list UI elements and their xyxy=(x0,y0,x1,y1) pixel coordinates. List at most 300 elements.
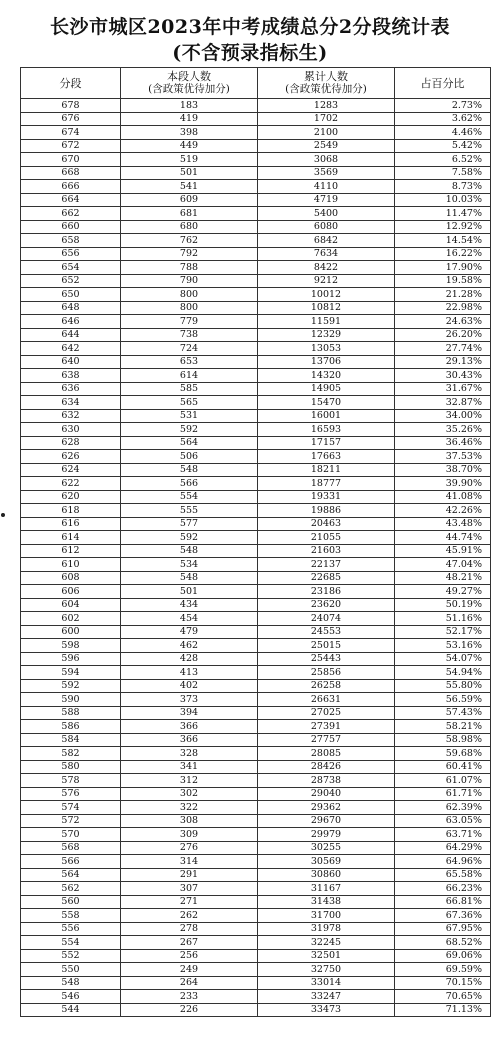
score-cell: 658 xyxy=(21,234,121,248)
count-cell: 264 xyxy=(121,976,258,990)
cumulative-cell: 28426 xyxy=(258,760,395,774)
table-row xyxy=(21,922,491,936)
score-cell: 616 xyxy=(21,517,121,531)
score-cell: 638 xyxy=(21,369,121,383)
table-row xyxy=(21,180,491,194)
table-row xyxy=(21,355,491,369)
score-cell: 604 xyxy=(21,598,121,612)
score-cell: 586 xyxy=(21,720,121,734)
cumulative-cell: 31700 xyxy=(258,909,395,923)
score-cell: 676 xyxy=(21,112,121,126)
count-cell: 724 xyxy=(121,342,258,356)
score-cell: 630 xyxy=(21,423,121,437)
percent-cell: 65.58% xyxy=(395,868,491,882)
cumulative-cell: 2549 xyxy=(258,139,395,153)
score-cell: 564 xyxy=(21,868,121,882)
cumulative-cell: 29670 xyxy=(258,814,395,828)
cumulative-cell: 19331 xyxy=(258,490,395,504)
count-cell: 394 xyxy=(121,706,258,720)
table-row xyxy=(21,517,491,531)
percent-cell: 66.81% xyxy=(395,895,491,909)
count-cell: 577 xyxy=(121,517,258,531)
cumulative-cell: 5400 xyxy=(258,207,395,221)
cumulative-cell: 8422 xyxy=(258,261,395,275)
cumulative-cell: 28738 xyxy=(258,774,395,788)
percent-cell: 47.04% xyxy=(395,558,491,572)
score-cell: 554 xyxy=(21,936,121,950)
cumulative-cell: 6842 xyxy=(258,234,395,248)
percent-cell: 14.54% xyxy=(395,234,491,248)
count-cell: 548 xyxy=(121,544,258,558)
score-cell: 644 xyxy=(21,328,121,342)
count-cell: 373 xyxy=(121,693,258,707)
count-cell: 779 xyxy=(121,315,258,329)
percent-cell: 54.07% xyxy=(395,652,491,666)
percent-cell: 2.73% xyxy=(395,99,491,113)
score-cell: 632 xyxy=(21,409,121,423)
table-row xyxy=(21,1003,491,1017)
percent-cell: 7.58% xyxy=(395,166,491,180)
score-cell: 670 xyxy=(21,153,121,167)
table-row xyxy=(21,288,491,302)
cumulative-cell: 3068 xyxy=(258,153,395,167)
header-percent xyxy=(395,68,491,99)
table-row xyxy=(21,153,491,167)
cumulative-cell: 14320 xyxy=(258,369,395,383)
table-row xyxy=(21,598,491,612)
table-header-row xyxy=(21,68,491,99)
percent-cell: 34.00% xyxy=(395,409,491,423)
cumulative-cell: 26258 xyxy=(258,679,395,693)
percent-cell: 58.21% xyxy=(395,720,491,734)
count-cell: 800 xyxy=(121,288,258,302)
score-cell: 674 xyxy=(21,126,121,140)
cumulative-cell: 32750 xyxy=(258,963,395,977)
cumulative-cell: 30255 xyxy=(258,841,395,855)
table-row xyxy=(21,679,491,693)
cumulative-cell: 14905 xyxy=(258,382,395,396)
table-row xyxy=(21,774,491,788)
percent-cell: 29.13% xyxy=(395,355,491,369)
score-cell: 548 xyxy=(21,976,121,990)
percent-cell: 37.53% xyxy=(395,450,491,464)
score-cell: 606 xyxy=(21,585,121,599)
cumulative-cell: 25015 xyxy=(258,639,395,653)
count-cell: 328 xyxy=(121,747,258,761)
percent-cell: 66.23% xyxy=(395,882,491,896)
table-row xyxy=(21,99,491,113)
percent-cell: 70.65% xyxy=(395,990,491,1004)
percent-cell: 61.71% xyxy=(395,787,491,801)
cumulative-cell: 27757 xyxy=(258,733,395,747)
count-cell: 790 xyxy=(121,274,258,288)
score-cell: 546 xyxy=(21,990,121,1004)
count-cell: 592 xyxy=(121,423,258,437)
cumulative-cell: 30569 xyxy=(258,855,395,869)
percent-cell: 70.15% xyxy=(395,976,491,990)
cumulative-cell: 11591 xyxy=(258,315,395,329)
percent-cell: 45.91% xyxy=(395,544,491,558)
table-row xyxy=(21,976,491,990)
cumulative-cell: 4719 xyxy=(258,193,395,207)
score-cell: 620 xyxy=(21,490,121,504)
cumulative-cell: 30860 xyxy=(258,868,395,882)
cumulative-cell: 33247 xyxy=(258,990,395,1004)
table-row xyxy=(21,342,491,356)
cumulative-cell: 17157 xyxy=(258,436,395,450)
count-cell: 534 xyxy=(121,558,258,572)
score-cell: 582 xyxy=(21,747,121,761)
table-row xyxy=(21,936,491,950)
header-cumulative-label: 累计人数 xyxy=(304,70,348,83)
score-cell: 560 xyxy=(21,895,121,909)
score-cell: 590 xyxy=(21,693,121,707)
count-cell: 565 xyxy=(121,396,258,410)
cumulative-cell: 1283 xyxy=(258,99,395,113)
score-cell: 584 xyxy=(21,733,121,747)
score-cell: 624 xyxy=(21,463,121,477)
score-cell: 602 xyxy=(21,612,121,626)
count-cell: 419 xyxy=(121,112,258,126)
score-cell: 598 xyxy=(21,639,121,653)
table-row xyxy=(21,733,491,747)
table-row xyxy=(21,207,491,221)
table-row xyxy=(21,828,491,842)
table-row xyxy=(21,693,491,707)
table-row xyxy=(21,639,491,653)
count-cell: 548 xyxy=(121,571,258,585)
count-cell: 366 xyxy=(121,720,258,734)
table-row xyxy=(21,450,491,464)
header-count-label: 本段人数 xyxy=(167,70,211,83)
count-cell: 271 xyxy=(121,895,258,909)
score-cell: 592 xyxy=(21,679,121,693)
count-cell: 800 xyxy=(121,301,258,315)
percent-cell: 63.71% xyxy=(395,828,491,842)
percent-cell: 42.26% xyxy=(395,504,491,518)
table-row xyxy=(21,274,491,288)
cumulative-cell: 22685 xyxy=(258,571,395,585)
count-cell: 249 xyxy=(121,963,258,977)
header-score-label: 分段 xyxy=(59,76,82,90)
table-row xyxy=(21,747,491,761)
count-cell: 792 xyxy=(121,247,258,261)
percent-cell: 38.70% xyxy=(395,463,491,477)
score-cell: 612 xyxy=(21,544,121,558)
percent-cell: 61.07% xyxy=(395,774,491,788)
score-cell: 666 xyxy=(21,180,121,194)
count-cell: 614 xyxy=(121,369,258,383)
score-cell: 628 xyxy=(21,436,121,450)
count-cell: 541 xyxy=(121,180,258,194)
score-table-body xyxy=(21,99,491,1017)
cumulative-cell: 28085 xyxy=(258,747,395,761)
score-cell: 580 xyxy=(21,760,121,774)
count-cell: 434 xyxy=(121,598,258,612)
score-cell: 646 xyxy=(21,315,121,329)
table-row xyxy=(21,801,491,815)
table-row xyxy=(21,558,491,572)
count-cell: 519 xyxy=(121,153,258,167)
count-cell: 554 xyxy=(121,490,258,504)
cumulative-cell: 10012 xyxy=(258,288,395,302)
header-percent-label: 占百分比 xyxy=(420,76,465,90)
score-cell: 622 xyxy=(21,477,121,491)
percent-cell: 41.08% xyxy=(395,490,491,504)
cumulative-cell: 22137 xyxy=(258,558,395,572)
count-cell: 413 xyxy=(121,666,258,680)
percent-cell: 58.98% xyxy=(395,733,491,747)
cumulative-cell: 31438 xyxy=(258,895,395,909)
cumulative-cell: 6080 xyxy=(258,220,395,234)
table-row xyxy=(21,382,491,396)
table-row xyxy=(21,990,491,1004)
count-cell: 402 xyxy=(121,679,258,693)
table-row xyxy=(21,963,491,977)
count-cell: 276 xyxy=(121,841,258,855)
count-cell: 267 xyxy=(121,936,258,950)
percent-cell: 3.62% xyxy=(395,112,491,126)
percent-cell: 10.03% xyxy=(395,193,491,207)
score-cell: 610 xyxy=(21,558,121,572)
score-cell: 654 xyxy=(21,261,121,275)
percent-cell: 51.16% xyxy=(395,612,491,626)
cumulative-cell: 27391 xyxy=(258,720,395,734)
cumulative-cell: 24074 xyxy=(258,612,395,626)
percent-cell: 53.16% xyxy=(395,639,491,653)
count-cell: 291 xyxy=(121,868,258,882)
header-cumulative-note: (含政策优待加分) xyxy=(285,83,367,95)
cumulative-cell: 20463 xyxy=(258,517,395,531)
document-title: 长沙市城区2023年中考成绩总分2分段统计表 xyxy=(49,16,451,38)
document-subtitle: (不含预录指标生) xyxy=(172,42,328,64)
percent-cell: 71.13% xyxy=(395,1003,491,1017)
count-cell: 428 xyxy=(121,652,258,666)
percent-cell: 64.29% xyxy=(395,841,491,855)
table-row xyxy=(21,720,491,734)
score-cell: 572 xyxy=(21,814,121,828)
score-cell: 568 xyxy=(21,841,121,855)
score-table xyxy=(20,67,491,1017)
count-cell: 462 xyxy=(121,639,258,653)
table-row xyxy=(21,909,491,923)
percent-cell: 67.36% xyxy=(395,909,491,923)
table-row xyxy=(21,139,491,153)
header-cumulative xyxy=(258,68,395,99)
cumulative-cell: 23620 xyxy=(258,598,395,612)
count-cell: 233 xyxy=(121,990,258,1004)
percent-cell: 52.17% xyxy=(395,625,491,639)
count-cell: 341 xyxy=(121,760,258,774)
percent-cell: 50.19% xyxy=(395,598,491,612)
count-cell: 449 xyxy=(121,139,258,153)
cumulative-cell: 27025 xyxy=(258,706,395,720)
percent-cell: 32.87% xyxy=(395,396,491,410)
cumulative-cell: 33473 xyxy=(258,1003,395,1017)
cumulative-cell: 16593 xyxy=(258,423,395,437)
cumulative-cell: 21603 xyxy=(258,544,395,558)
score-cell: 608 xyxy=(21,571,121,585)
cumulative-cell: 1702 xyxy=(258,112,395,126)
count-cell: 322 xyxy=(121,801,258,815)
cumulative-cell: 31167 xyxy=(258,882,395,896)
cumulative-cell: 3569 xyxy=(258,166,395,180)
table-row xyxy=(21,612,491,626)
table-row xyxy=(21,814,491,828)
cumulative-cell: 15470 xyxy=(258,396,395,410)
cumulative-cell: 29362 xyxy=(258,801,395,815)
count-cell: 681 xyxy=(121,207,258,221)
percent-cell: 64.96% xyxy=(395,855,491,869)
percent-cell: 44.74% xyxy=(395,531,491,545)
margin-dot xyxy=(1,513,5,517)
score-cell: 660 xyxy=(21,220,121,234)
cumulative-cell: 26631 xyxy=(258,693,395,707)
score-cell: 668 xyxy=(21,166,121,180)
table-row xyxy=(21,193,491,207)
score-cell: 634 xyxy=(21,396,121,410)
count-cell: 762 xyxy=(121,234,258,248)
header-score xyxy=(21,68,121,99)
table-row xyxy=(21,841,491,855)
cumulative-cell: 13053 xyxy=(258,342,395,356)
cumulative-cell: 32245 xyxy=(258,936,395,950)
table-row xyxy=(21,220,491,234)
percent-cell: 16.22% xyxy=(395,247,491,261)
cumulative-cell: 7634 xyxy=(258,247,395,261)
cumulative-cell: 18211 xyxy=(258,463,395,477)
count-cell: 312 xyxy=(121,774,258,788)
percent-cell: 11.47% xyxy=(395,207,491,221)
cumulative-cell: 13706 xyxy=(258,355,395,369)
count-cell: 585 xyxy=(121,382,258,396)
count-cell: 653 xyxy=(121,355,258,369)
count-cell: 256 xyxy=(121,949,258,963)
count-cell: 566 xyxy=(121,477,258,491)
table-row xyxy=(21,234,491,248)
score-cell: 626 xyxy=(21,450,121,464)
score-cell: 566 xyxy=(21,855,121,869)
count-cell: 226 xyxy=(121,1003,258,1017)
count-cell: 564 xyxy=(121,436,258,450)
percent-cell: 68.52% xyxy=(395,936,491,950)
table-row xyxy=(21,423,491,437)
table-row xyxy=(21,409,491,423)
table-row xyxy=(21,895,491,909)
table-row xyxy=(21,301,491,315)
count-cell: 501 xyxy=(121,166,258,180)
count-cell: 278 xyxy=(121,922,258,936)
count-cell: 680 xyxy=(121,220,258,234)
cumulative-cell: 32501 xyxy=(258,949,395,963)
score-cell: 640 xyxy=(21,355,121,369)
count-cell: 398 xyxy=(121,126,258,140)
table-row xyxy=(21,882,491,896)
table-row xyxy=(21,328,491,342)
score-cell: 662 xyxy=(21,207,121,221)
table-row xyxy=(21,436,491,450)
percent-cell: 48.21% xyxy=(395,571,491,585)
percent-cell: 54.94% xyxy=(395,666,491,680)
score-cell: 558 xyxy=(21,909,121,923)
percent-cell: 4.46% xyxy=(395,126,491,140)
cumulative-cell: 29979 xyxy=(258,828,395,842)
cumulative-cell: 16001 xyxy=(258,409,395,423)
score-cell: 576 xyxy=(21,787,121,801)
count-cell: 366 xyxy=(121,733,258,747)
count-cell: 262 xyxy=(121,909,258,923)
score-cell: 550 xyxy=(21,963,121,977)
table-row xyxy=(21,463,491,477)
count-cell: 592 xyxy=(121,531,258,545)
table-row xyxy=(21,666,491,680)
table-row xyxy=(21,396,491,410)
cumulative-cell: 23186 xyxy=(258,585,395,599)
percent-cell: 5.42% xyxy=(395,139,491,153)
score-cell: 570 xyxy=(21,828,121,842)
table-row xyxy=(21,544,491,558)
count-cell: 308 xyxy=(121,814,258,828)
score-cell: 562 xyxy=(21,882,121,896)
table-row xyxy=(21,760,491,774)
table-row xyxy=(21,166,491,180)
percent-cell: 17.90% xyxy=(395,261,491,275)
count-cell: 738 xyxy=(121,328,258,342)
score-cell: 664 xyxy=(21,193,121,207)
count-cell: 788 xyxy=(121,261,258,275)
score-cell: 596 xyxy=(21,652,121,666)
count-cell: 506 xyxy=(121,450,258,464)
score-cell: 578 xyxy=(21,774,121,788)
table-row xyxy=(21,652,491,666)
cumulative-cell: 29040 xyxy=(258,787,395,801)
percent-cell: 69.59% xyxy=(395,963,491,977)
table-row xyxy=(21,787,491,801)
percent-cell: 36.46% xyxy=(395,436,491,450)
score-cell: 678 xyxy=(21,99,121,113)
score-cell: 672 xyxy=(21,139,121,153)
score-cell: 656 xyxy=(21,247,121,261)
count-cell: 531 xyxy=(121,409,258,423)
percent-cell: 60.41% xyxy=(395,760,491,774)
table-row xyxy=(21,315,491,329)
table-row xyxy=(21,855,491,869)
percent-cell: 35.26% xyxy=(395,423,491,437)
table-row xyxy=(21,477,491,491)
score-cell: 650 xyxy=(21,288,121,302)
count-cell: 302 xyxy=(121,787,258,801)
cumulative-cell: 31978 xyxy=(258,922,395,936)
percent-cell: 6.52% xyxy=(395,153,491,167)
header-count-note: (含政策优待加分) xyxy=(148,83,230,95)
table-row xyxy=(21,369,491,383)
score-cell: 618 xyxy=(21,504,121,518)
score-cell: 588 xyxy=(21,706,121,720)
score-cell: 614 xyxy=(21,531,121,545)
table-row xyxy=(21,126,491,140)
cumulative-cell: 33014 xyxy=(258,976,395,990)
table-row xyxy=(21,247,491,261)
percent-cell: 59.68% xyxy=(395,747,491,761)
percent-cell: 19.58% xyxy=(395,274,491,288)
table-row xyxy=(21,261,491,275)
cumulative-cell: 25856 xyxy=(258,666,395,680)
score-cell: 552 xyxy=(21,949,121,963)
count-cell: 307 xyxy=(121,882,258,896)
count-cell: 314 xyxy=(121,855,258,869)
percent-cell: 67.95% xyxy=(395,922,491,936)
table-row xyxy=(21,706,491,720)
